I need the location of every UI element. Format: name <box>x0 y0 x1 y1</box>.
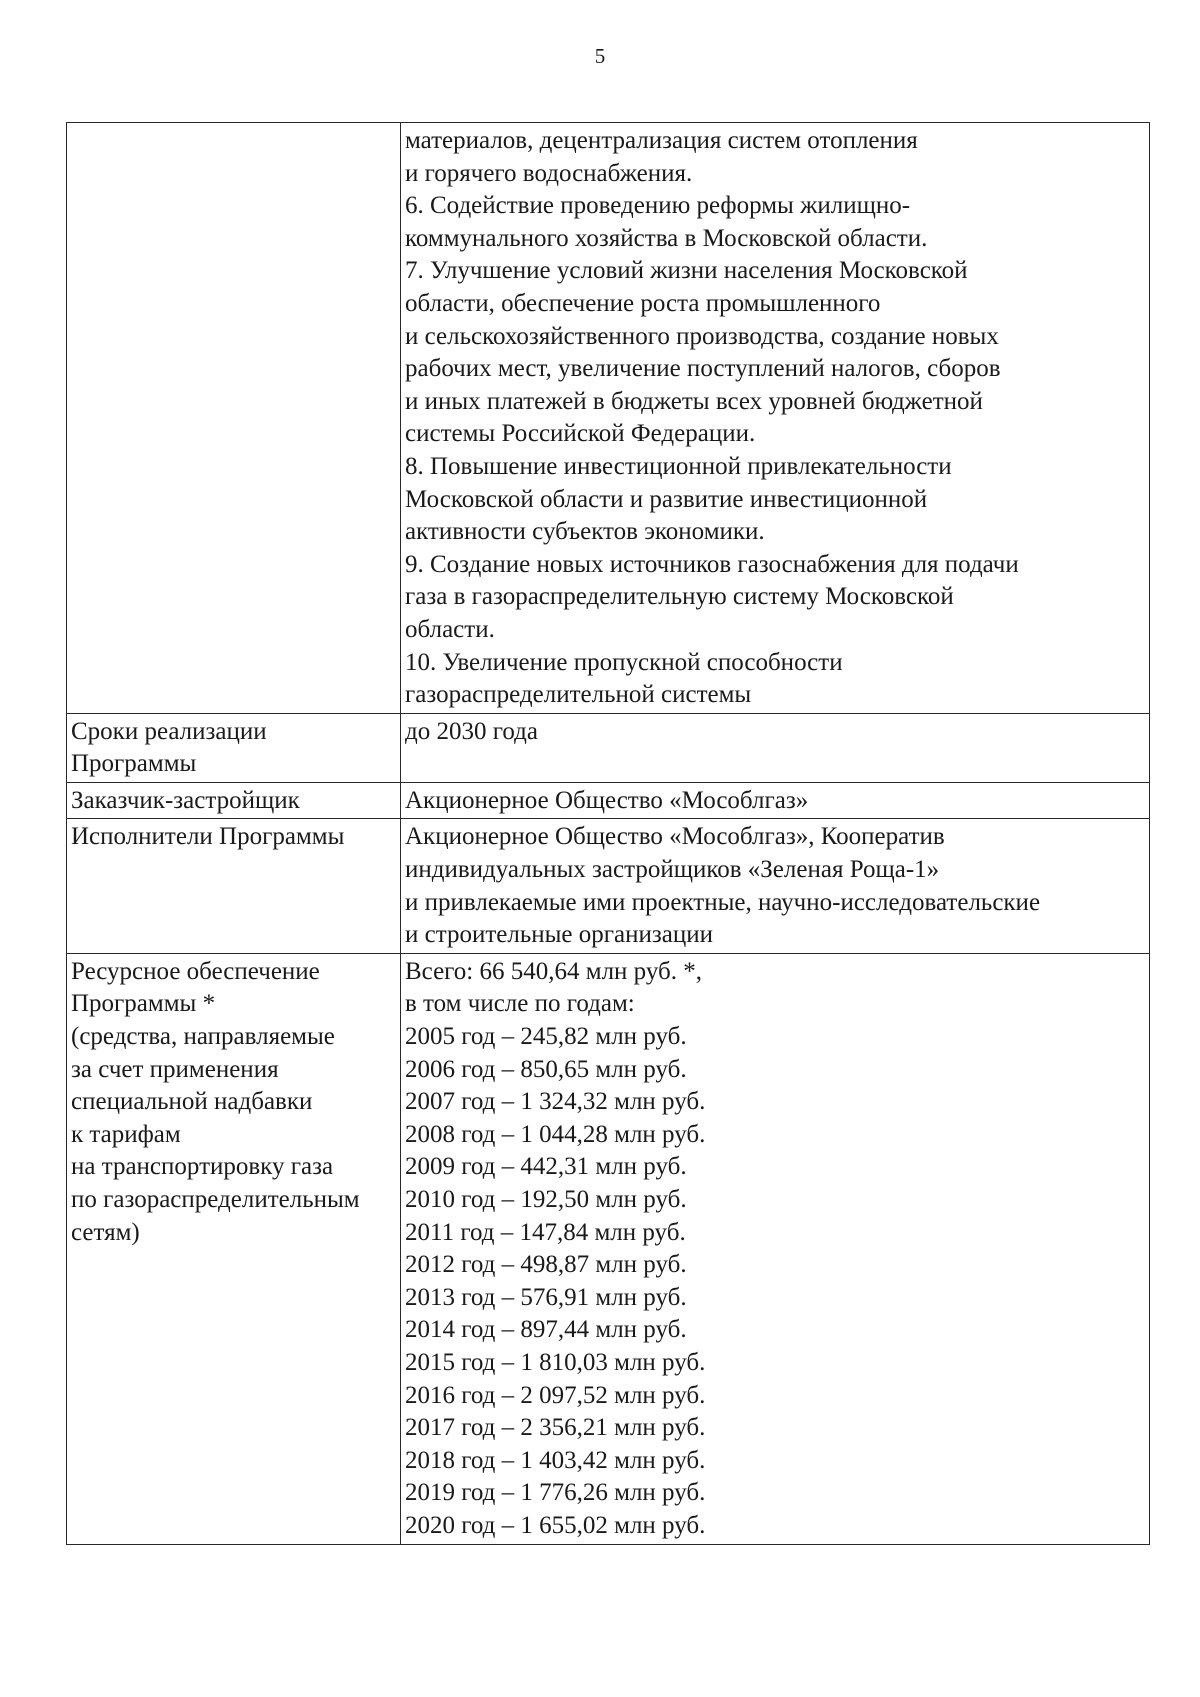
text-line: 6. Содействие проведению реформы жилищно- <box>405 192 911 220</box>
text-line: и иных платежей в бюджеты всех уровней бюджетной <box>405 387 983 415</box>
table-row-executors <box>67 819 1150 953</box>
text-line: индивидуальных застройщиков «Зеленая Роща-1» <box>405 856 940 884</box>
text-line: 2006 год – 850,65 млн руб. <box>405 1055 687 1083</box>
table-row-goals-continued <box>67 123 1150 714</box>
text-line: 2018 год – 1 403,42 млн руб. <box>405 1446 706 1474</box>
row-label <box>67 123 401 714</box>
text-line: 2015 год – 1 810,03 млн руб. <box>405 1348 706 1376</box>
text-line: рабочих мест, увеличение поступлений налогов, сборов <box>405 355 1001 383</box>
text-line: Ресурсное обеспечение <box>71 957 320 985</box>
text-line: области, обеспечение роста промышленного <box>405 289 881 317</box>
text-line: газа в газораспределительную систему Московской <box>405 583 954 611</box>
text-line: Московской области и развитие инвестиционной <box>405 485 928 513</box>
text-line: 9. Создание новых источников газоснабжения для подачи <box>405 550 1019 578</box>
text-line: Заказчик-застройщик <box>71 786 300 814</box>
row-label <box>67 953 401 1544</box>
text-line: активности субъектов экономики. <box>405 518 765 546</box>
text-line: Сроки реализации <box>71 717 267 745</box>
row-value <box>401 782 1150 819</box>
table-row-timeline <box>67 713 1150 782</box>
text-line: в том числе по годам: <box>405 990 635 1018</box>
text-line: 2011 год – 147,84 млн руб. <box>405 1218 686 1246</box>
row-value <box>401 713 1150 782</box>
text-line: до 2030 года <box>405 717 538 745</box>
text-line: 2010 год – 192,50 млн руб. <box>405 1186 687 1213</box>
text-line: системы Российской Федерации. <box>405 420 756 448</box>
text-line: на транспортировку газа <box>71 1153 334 1181</box>
text-line: Исполнители Программы <box>71 823 345 851</box>
text-line: сетям) <box>71 1218 140 1246</box>
text-line: Программы * <box>71 990 216 1018</box>
text-line: специальной надбавки <box>71 1088 313 1116</box>
text-line: 8. Повышение инвестиционной привлекательности <box>405 452 952 480</box>
text-line: Всего: 66 540,64 млн руб. *, <box>405 957 702 985</box>
text-line: 7. Улучшение условий жизни населения Московской <box>405 257 968 285</box>
text-line: Акционерное Общество «Мособлгаз» <box>405 786 809 814</box>
text-line: 2014 год – 897,44 млн руб. <box>405 1316 687 1344</box>
text-line: Программы <box>71 750 197 778</box>
table-row-customer <box>67 782 1150 819</box>
text-line: коммунального хозяйства в Московской области. <box>405 224 928 252</box>
program-passport-table <box>66 122 1150 1545</box>
text-line: Акционерное Общество «Мособлгаз», Кооператив <box>405 823 945 851</box>
text-line: 2019 год – 1 776,26 млн руб. <box>405 1479 706 1507</box>
text-line: 2017 год – 2 356,21 млн руб. <box>405 1414 706 1442</box>
text-line: 2016 год – 2 097,52 млн руб. <box>405 1381 706 1409</box>
text-line: (средства, направляемые <box>71 1023 335 1051</box>
text-line: 2007 год – 1 324,32 млн руб. <box>405 1088 706 1116</box>
row-value <box>401 123 1150 714</box>
text-line: и сельскохозяйственного производства, создание новых <box>405 322 999 350</box>
text-line: газораспределительной системы <box>405 681 752 709</box>
page-number: 5 <box>594 44 606 68</box>
row-label <box>67 782 401 819</box>
text-line: 2005 год – 245,82 млн руб. <box>405 1023 687 1051</box>
text-line: по газораспределительным <box>71 1186 360 1213</box>
row-label <box>67 819 401 953</box>
row-label <box>67 713 401 782</box>
text-line: 2013 год – 576,91 млн руб. <box>405 1283 687 1311</box>
text-line: 2020 год – 1 655,02 млн руб. <box>405 1511 706 1539</box>
text-line: 10. Увеличение пропускной способности <box>405 648 843 676</box>
text-line: 2008 год – 1 044,28 млн руб. <box>405 1120 706 1148</box>
table-row-funding <box>67 953 1150 1544</box>
text-line: к тарифам <box>71 1120 181 1148</box>
text-line: материалов, децентрализация систем отопления <box>405 127 918 154</box>
row-value <box>401 953 1150 1544</box>
text-line: 2012 год – 498,87 млн руб. <box>405 1251 687 1279</box>
text-line: 2009 год – 442,31 млн руб. <box>405 1153 687 1181</box>
text-line: и привлекаемые ими проектные, научно-исследовательские <box>405 888 1041 916</box>
text-line: и строительные организации <box>405 921 713 949</box>
text-line: области. <box>405 615 495 643</box>
text-line: за счет применения <box>71 1055 279 1083</box>
row-value <box>401 819 1150 953</box>
text-line: и горячего водоснабжения. <box>405 159 693 187</box>
